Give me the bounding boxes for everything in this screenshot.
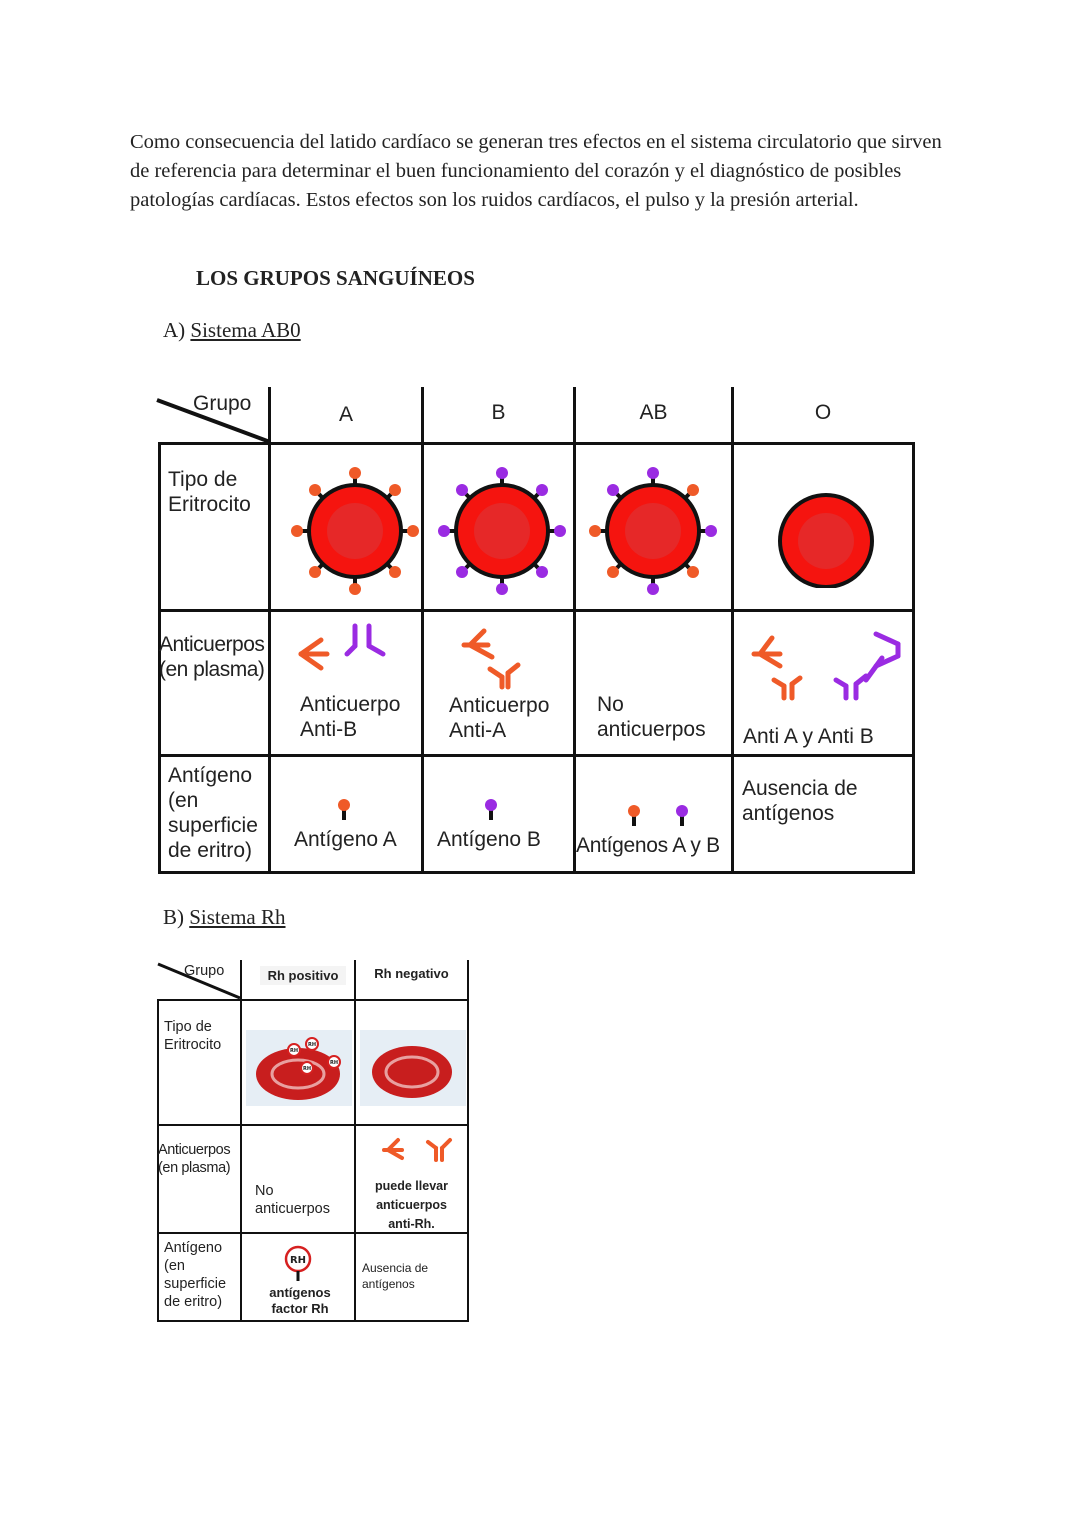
cell-text-line: antígenos: [362, 1277, 415, 1291]
row-label-line: Antígeno: [168, 764, 253, 787]
row-label-line: Eritrocito: [168, 493, 251, 516]
row-label-line: Tipo de: [164, 1019, 212, 1035]
cell-text-line: Ausencia de: [742, 777, 858, 800]
cell-text-line: factor Rh: [271, 1301, 329, 1316]
rh-marker-icon: [306, 1038, 318, 1050]
intro-paragraph: Como consecuencia del latido cardíaco se generan tres efectos en el sistema circulatorio que sirven de referencia para determinar el buen funcionamiento del corazón y el diagnóstico de posibles patologías cardíacas. Estos efectos son los ruidos cardíacos, el pulso y la presión arterial.: [130, 131, 942, 211]
cell-text-line: Anticuerpo: [449, 694, 550, 717]
erythrocyte-rh-negative: [360, 1030, 466, 1106]
rh-marker-icon: [328, 1056, 340, 1068]
antibody-icons-a: [295, 620, 395, 680]
cell-text-line: Anti A y Anti B: [743, 725, 874, 748]
rh-row-label-antigen: [164, 1239, 226, 1311]
abo-section-label: Sistema AB0: [190, 318, 301, 342]
grid-line: [467, 960, 469, 1322]
cell-text-line: puede llevar: [375, 1179, 448, 1193]
abo-column-header: B: [491, 401, 506, 424]
abo-antibodies-a: [300, 692, 400, 742]
cell-text-line: Antígeno A: [294, 828, 397, 851]
antibody-anti-b-icon: [836, 634, 898, 698]
abo-antigen-b: [437, 827, 541, 852]
antibody-anti-a-icon: [464, 631, 518, 687]
row-label-line: Eritrocito: [164, 1037, 222, 1053]
row-label-antigen: [168, 763, 258, 863]
abo-column-header: A: [338, 403, 353, 426]
grid-line: [158, 609, 915, 612]
abo-section-letter: A): [163, 318, 186, 342]
cell-text-line: Anti-B: [300, 718, 358, 741]
abo-column-header: AB: [639, 401, 668, 424]
grid-line: [240, 960, 242, 1322]
row-label-line: Antígeno: [164, 1240, 223, 1256]
rh-marker-text: RH: [307, 1042, 317, 1048]
row-label-line: (en: [168, 789, 199, 812]
row-label-line: Anticuerpos: [159, 633, 265, 656]
antibody-anti-b-icon: [347, 626, 383, 654]
cell-text-line: No: [597, 693, 624, 716]
grid-line: [421, 387, 424, 874]
rh-marker-icon: [288, 1044, 300, 1056]
row-label-line: Tipo de: [168, 468, 238, 491]
row-label-line: de eritro): [168, 839, 253, 862]
grid-line: [354, 960, 356, 1322]
antibody-anti-rh-icon: [380, 1134, 456, 1164]
rh-marker-text: RH: [329, 1060, 339, 1066]
row-label-antibodies: [159, 632, 264, 682]
cell-text-line: Ausencia de: [362, 1261, 429, 1275]
rh-section-letter: B): [163, 905, 184, 929]
cell-text-line: Antígenos A y B: [576, 834, 720, 857]
rh-marker-icon: [301, 1062, 313, 1074]
erythrocyte-o: [773, 492, 879, 588]
cell-text-line: anticuerpos: [255, 1201, 330, 1217]
grid-line: [157, 1320, 469, 1322]
cell-text-line: No: [255, 1183, 274, 1199]
row-label-erythrocyte: [168, 467, 251, 517]
cell-text-line: Anticuerpo: [300, 693, 401, 716]
row-label-line: Anticuerpos: [158, 1142, 231, 1158]
grid-line: [158, 871, 915, 874]
antibody-anti-a-icon: [754, 638, 800, 698]
rh-row-label-erythrocyte: [164, 1018, 221, 1054]
cell-text-line: antígenos: [742, 802, 835, 825]
cell-text-line: antígenos: [269, 1285, 331, 1300]
abo-antigen-ab: [576, 833, 720, 858]
abo-antigen-o: [742, 776, 858, 826]
cell-text-line: anticuerpos: [597, 718, 706, 741]
erythrocyte-a: [290, 466, 420, 596]
row-label-line: (en: [164, 1258, 185, 1274]
grid-line: [157, 1124, 469, 1126]
grid-line: [268, 387, 271, 874]
grid-line: [158, 754, 915, 757]
abo-antibodies-o: [743, 724, 874, 749]
rh-row-label-antibodies: [158, 1141, 230, 1177]
erythrocyte-b: [437, 466, 567, 596]
abo-section-heading: [163, 318, 301, 343]
rh-column-header: Rh negativo: [374, 966, 449, 981]
cell-text-line: Anti-A: [449, 719, 507, 742]
rh-section-label: Sistema Rh: [189, 905, 286, 929]
antibody-icons-o: [746, 622, 906, 702]
antigen-a-icon: [336, 798, 352, 822]
abo-corner-label: Grupo: [193, 392, 252, 415]
cell-text-line: Antígeno B: [437, 828, 541, 851]
abo-antigen-a: [294, 827, 397, 852]
row-label-line: superficie: [164, 1276, 227, 1292]
antigen-b-icon: [483, 798, 499, 822]
rh-marker-text: RH: [302, 1066, 312, 1072]
rh-antibodies-positive: [255, 1182, 330, 1218]
rh-section-heading: [163, 905, 286, 930]
antigen-b-icon: [674, 804, 690, 828]
row-label-line: de eritro): [164, 1294, 223, 1310]
section-title: LOS GRUPOS SANGUÍNEOS: [196, 266, 475, 290]
cell-text-line: anticuerpos: [376, 1198, 447, 1212]
rh-antigen-positive: [244, 1285, 356, 1317]
antibody-icons-b: [458, 625, 528, 691]
row-label-line: superficie: [168, 814, 258, 837]
grid-line: [912, 442, 915, 874]
rh-marker-text: RH: [289, 1255, 307, 1266]
abo-column-header: O: [814, 401, 832, 424]
abo-antibodies-b: [449, 693, 549, 743]
antibody-anti-a-icon: [301, 640, 327, 668]
erythrocyte-rh-positive: [246, 1030, 352, 1106]
abo-antibodies-ab: [597, 692, 706, 742]
erythrocyte-ab: [588, 466, 718, 596]
grid-line: [731, 387, 734, 874]
row-label-line: (en plasma): [158, 1160, 231, 1176]
rh-antigen-icon: [283, 1245, 313, 1285]
antigen-a-icon: [626, 804, 642, 828]
rh-corner-label: Grupo: [184, 963, 225, 979]
cell-text-line: anti-Rh.: [388, 1217, 435, 1231]
rh-column-header: Rh positivo: [260, 966, 346, 985]
rh-antibodies-negative: [356, 1177, 467, 1234]
grid-line: [573, 387, 576, 874]
rh-marker-text: RH: [289, 1048, 299, 1054]
row-label-line: (en plasma): [159, 658, 265, 681]
rh-antigen-negative: [362, 1260, 428, 1292]
